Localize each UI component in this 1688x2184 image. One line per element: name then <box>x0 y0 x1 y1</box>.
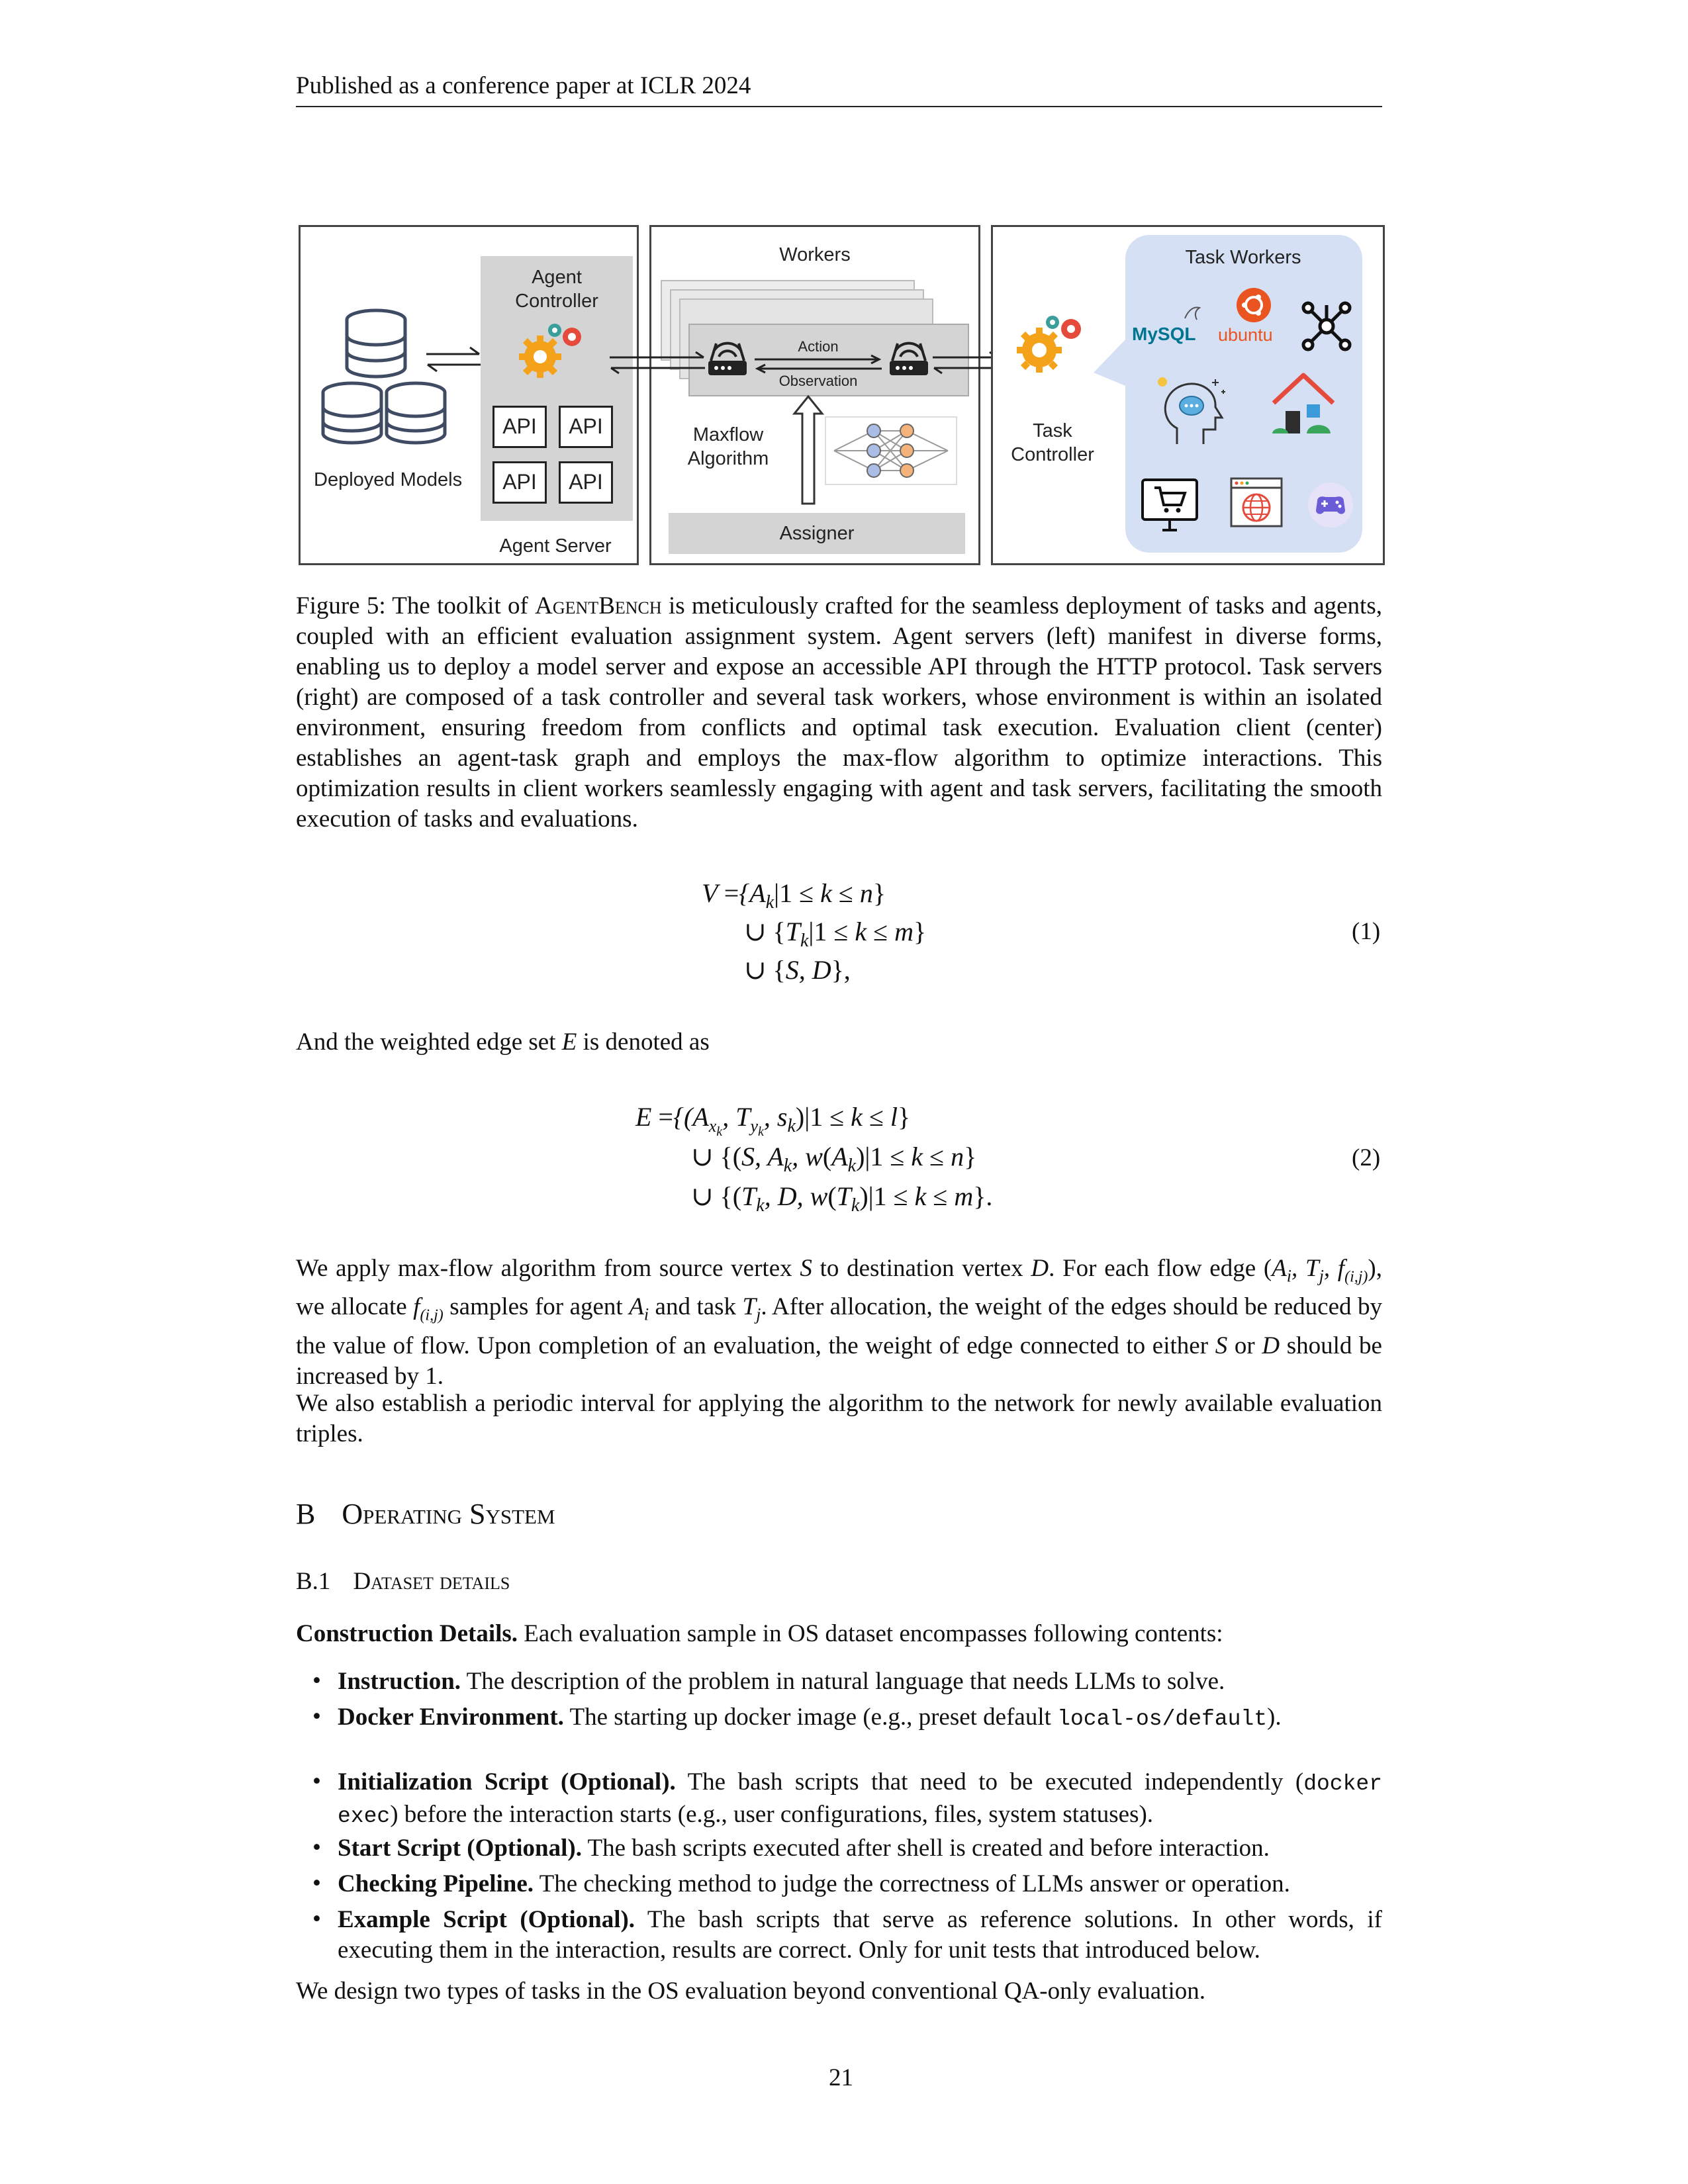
gears-icon <box>1013 312 1092 378</box>
database-icon <box>318 305 457 451</box>
shopping-monitor-icon <box>1140 476 1199 535</box>
equation-1-line3: ∪ {S, D}, <box>744 955 851 985</box>
action-label: Action <box>798 338 839 355</box>
action-observation-arrows <box>752 354 884 374</box>
agentbench-name: AgentBench <box>535 592 662 619</box>
up-arrow-icon <box>792 394 825 506</box>
router-icon <box>704 334 751 381</box>
bullet-marker: • <box>312 1703 321 1730</box>
list-item: Docker Environment. The starting up docker image (e.g., preset default local-os/default). <box>338 1704 1282 1731</box>
mysql-logo: MySQL <box>1132 324 1196 344</box>
figure-toolkit <box>296 221 1385 573</box>
api-icon: API <box>492 461 547 504</box>
list-item: Instruction. The description of the problem in natural language that needs LLMs to solve. <box>338 1668 1225 1695</box>
running-header: Published as a conference paper at ICLR 2024 <box>296 72 751 99</box>
api-icon: API <box>492 406 547 448</box>
web-browser-icon <box>1229 476 1284 531</box>
network-graph-icon <box>825 416 957 485</box>
evaluation-client-panel <box>649 225 980 565</box>
gears-icon <box>515 318 594 385</box>
observation-label: Observation <box>778 373 858 389</box>
figure-caption: Figure 5: The toolkit of AgentBench is meticulously crafted for the seamless deployment of tasks and agents, coupled with an efficient evaluation assignment system. Agent servers (left) manifest in diverse forms, enabling us to deploy a model server and expose an accessible API through the HTTP protocol. Task servers (right) are composed of a task controller and several task workers, whose environment is within an isolated environment, ensuring freedom from conflicts and optimal task execution. Evaluation client (center) establishes an agent-task graph and employs the max-flow algorithm to optimize interactions. This optimization results in client workers seamlessly engaging with agent and task servers, facilitating the smooth execution of tasks and evaluations. <box>296 592 1382 833</box>
list-item: Initialization Script (Optional). The bash scripts that need to be executed independently (docker exec) before the interaction starts (e.g., user configurations, files, system statuses). <box>338 1768 1383 1829</box>
section-b-heading: B Operating System <box>296 1498 555 1530</box>
page-number: 21 <box>829 2064 853 2091</box>
knowledge-graph-icon <box>1300 300 1353 353</box>
dolphin-icon <box>1184 305 1201 321</box>
api-icon: API <box>559 461 613 504</box>
maxflow-label: Maxflow Algorithm <box>687 424 769 469</box>
list-item: Start Script (Optional). The bash scripts executed after shell is created and before interaction. <box>338 1835 1270 1862</box>
equation-2-line3: ∪ {($T_k$, D, $w(T_k)|1 \le k \le m$}. <box>691 1181 993 1216</box>
bullet-marker: • <box>312 1834 321 1861</box>
ubuntu-logo: ubuntu <box>1218 325 1273 345</box>
equation-2-number: (2) <box>1352 1144 1381 1171</box>
periodic-paragraph: We also establish a periodic interval for applying the algorithm to the network for newly available evaluation triples. <box>296 1390 1382 1447</box>
equation-1-number: (1) <box>1352 918 1381 945</box>
task-server-panel <box>991 225 1385 565</box>
agent-server-label: Agent Server <box>499 535 612 557</box>
bullet-marker: • <box>312 1768 321 1795</box>
equation-2: $E =\{(A_{x_k}$, $T_{y_k}$, $s_k)|1 \le k \le l$} <box>635 1102 911 1140</box>
double-arrow-icon <box>607 349 708 376</box>
house-icon <box>1267 367 1340 440</box>
task-controller-label: Task Controller <box>1011 420 1094 465</box>
gamepad-icon <box>1307 481 1354 529</box>
bullet-marker: • <box>312 1905 321 1933</box>
bullet-marker: • <box>312 1667 321 1694</box>
assigner-box: Assigner <box>669 513 965 554</box>
closing-paragraph: We design two types of tasks in the OS evaluation beyond conventional QA-only evaluation. <box>296 1978 1205 2005</box>
list-item: Example Script (Optional). The bash scripts that serve as reference solutions. In other words, if executing them in the interaction, results are correct. Only for unit tests that introduced below. <box>338 1906 1382 1964</box>
bullet-marker: • <box>312 1870 321 1897</box>
equation-1-line2: ∪ $\{T_k|1 \le k \le m\}$ <box>744 917 927 951</box>
agent-server-panel <box>299 225 639 565</box>
deployed-models-label: Deployed Models <box>314 469 463 490</box>
header-rule <box>296 106 1382 107</box>
double-arrow-icon <box>424 343 483 374</box>
equation-2-line2: ∪ {(S, $A_k$, $w(A_k)|1 \le k \le n$} <box>691 1142 977 1176</box>
api-icon: API <box>559 406 613 448</box>
maxflow-paragraph: We apply max-flow algorithm from source vertex S to destination vertex D. For each flow edge ($A_i$, $T_j$, $f_{(i,j)}$), we allocate $f_{(i,j)}$ samples for agent $A_i$ and task $T_j$. After allocation, the weight of the edges should be reduced by the value of flow. Upon completion of an evaluation, the weight of edge connected to either S or D should be increased by 1. <box>296 1255 1383 1390</box>
equation-1: $V =\{A_k|1 \le k \le n\}$ <box>702 878 886 913</box>
workers-label: Workers <box>779 244 851 265</box>
construction-details: Construction Details. Each evaluation sample in OS dataset encompasses following contents: <box>296 1620 1223 1647</box>
list-item: Checking Pipeline. The checking method to judge the correctness of LLMs answer or operation. <box>338 1870 1290 1897</box>
router-icon <box>886 334 932 381</box>
agent-controller-label: Agent Controller <box>515 267 598 312</box>
section-b1-heading: B.1 Dataset details <box>296 1568 510 1595</box>
edge-set-text: And the weighted edge set E is denoted as <box>296 1028 710 1056</box>
ubuntu-icon <box>1235 287 1272 324</box>
task-workers-label: Task Workers <box>1185 247 1301 268</box>
head-thinking-icon <box>1152 370 1231 449</box>
